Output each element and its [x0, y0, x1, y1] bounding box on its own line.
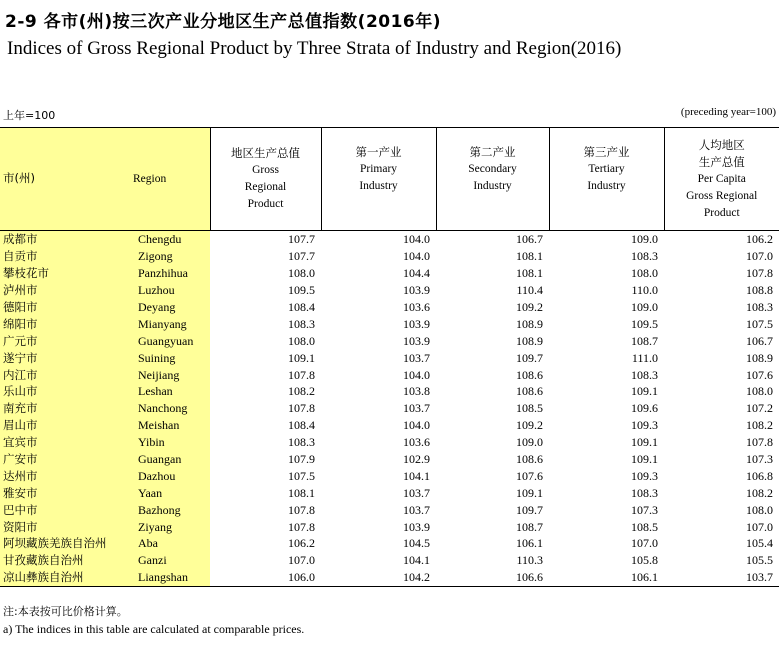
cell-region: Panzhihua: [133, 265, 210, 282]
cell-tertiary: 106.1: [549, 569, 664, 586]
cell-secondary: 108.1: [516, 266, 543, 281]
header-grp: [210, 128, 321, 231]
cell-tertiary: 111.0: [631, 350, 658, 365]
header-tertiary-en-2: Industry: [587, 180, 626, 192]
cell-region: Ziyang: [133, 518, 210, 535]
table-row: [0, 417, 779, 434]
footnote-cn: 注:本表按可比价格计算。: [3, 605, 128, 618]
cell-tertiary: 109.1: [631, 384, 658, 399]
table-row: [0, 484, 779, 501]
table-row: [0, 231, 779, 248]
cell-secondary: 108.6: [516, 384, 543, 399]
cell-percap: 108.9: [746, 350, 773, 365]
cell-percap: 108.0: [746, 502, 773, 517]
header-secondary-en-1: Secondary: [468, 163, 517, 175]
page-title-cn: 2-9 各市(州)按三次产业分地区生产总值指数(2016年): [5, 12, 442, 32]
header-primary-cn: 第一产业: [355, 145, 402, 159]
header-region-label: Region: [133, 172, 167, 185]
cell-region: Neijiang: [133, 366, 210, 383]
table-body: [0, 231, 779, 587]
cell-grp: 106.0: [210, 569, 321, 586]
cell-grp: 108.2: [288, 384, 315, 399]
cell-secondary: 106.6: [436, 569, 549, 586]
header-tertiary: [549, 128, 664, 231]
cell-grp: 108.4: [288, 300, 315, 314]
cell-secondary: 108.6: [516, 452, 543, 467]
cell-percap: 103.7: [664, 569, 779, 586]
cell-primary: 103.8: [403, 384, 430, 399]
cell-grp: 108.3: [288, 435, 315, 450]
cell-region: Luzhou: [133, 282, 210, 299]
cell-city: 内江市: [0, 366, 133, 383]
cell-city: 广安市: [0, 451, 133, 468]
header-secondary-cn: 第二产业: [469, 145, 516, 159]
cell-secondary: 106.7: [516, 232, 543, 247]
cell-percap: 107.3: [746, 452, 773, 467]
cell-tertiary: 108.5: [631, 519, 658, 534]
cell-city: 阿坝藏族羌族自治州: [0, 535, 133, 552]
unit-label-en: (preceding year=100): [680, 106, 776, 118]
cell-region: Zigong: [133, 248, 210, 265]
cell-grp: 107.0: [288, 553, 315, 568]
page-title-en: Indices of Gross Regional Product by Three Strata of Industry and Region(2016): [7, 38, 622, 59]
unit-label: 上年=100: [3, 109, 56, 122]
cell-primary: 104.4: [403, 266, 430, 281]
header-percap-cn-2: 生产总值: [698, 154, 745, 169]
cell-primary: 103.9: [403, 283, 430, 298]
cell-percap: 107.8: [746, 266, 773, 281]
cell-city: 成都市: [0, 231, 133, 248]
cell-primary: 104.0: [403, 249, 430, 264]
cell-secondary: 109.1: [516, 485, 543, 500]
cell-tertiary: 108.0: [631, 266, 658, 281]
cell-city: 宜宾市: [0, 434, 133, 451]
cell-region: Mianyang: [133, 315, 210, 332]
cell-percap: 107.6: [746, 367, 773, 382]
cell-grp: 108.0: [288, 266, 315, 281]
cell-secondary: 109.7: [516, 350, 543, 365]
table-row: [0, 248, 779, 265]
cell-city: 眉山市: [0, 417, 133, 434]
cell-region: Suining: [133, 349, 210, 366]
cell-percap: 106.8: [746, 468, 773, 483]
table-row: [0, 366, 779, 383]
cell-region: Guangan: [133, 451, 210, 468]
cell-region: Dazhou: [133, 467, 210, 484]
cell-percap: 107.0: [746, 249, 773, 264]
cell-region: Leshan: [133, 383, 210, 400]
header-percap-en-1: Per Capita: [697, 172, 746, 185]
cell-percap: 108.8: [746, 283, 773, 298]
table-header-row: [0, 128, 779, 231]
cell-secondary: 108.5: [516, 401, 543, 416]
cell-tertiary: 109.3: [631, 468, 658, 483]
cell-secondary: 110.3: [516, 553, 543, 568]
cell-grp: 107.9: [288, 452, 315, 467]
cell-tertiary: 108.7: [631, 333, 658, 348]
cell-primary: 104.2: [321, 569, 436, 586]
cell-percap: 108.0: [746, 384, 773, 399]
cell-city: 德阳市: [0, 299, 133, 316]
header-secondary-en-2: Industry: [473, 180, 512, 192]
data-table: [0, 127, 779, 587]
cell-tertiary: 108.3: [631, 367, 658, 382]
cell-primary: 104.1: [403, 468, 430, 483]
cell-primary: 104.0: [403, 418, 430, 433]
cell-region: Yibin: [133, 434, 210, 451]
cell-grp: 107.8: [288, 502, 315, 517]
cell-region: Meishan: [133, 417, 210, 434]
cell-grp: 108.1: [288, 485, 315, 500]
cell-primary: 104.0: [403, 232, 430, 247]
cell-region: Guangyuan: [133, 332, 210, 349]
table-row: [0, 265, 779, 282]
header-city: [0, 128, 133, 231]
table-row: [0, 383, 779, 400]
cell-city: 泸州市: [0, 282, 133, 299]
cell-primary: 103.6: [403, 300, 430, 314]
table-row: [0, 315, 779, 332]
cell-grp: 107.8: [288, 367, 315, 382]
cell-grp: 107.5: [288, 468, 315, 483]
table-row: [0, 535, 779, 552]
cell-city: 广元市: [0, 332, 133, 349]
cell-primary: 103.9: [403, 519, 430, 534]
table-row: [0, 332, 779, 349]
cell-tertiary: 105.8: [631, 553, 658, 568]
cell-percap: 107.2: [746, 401, 773, 416]
cell-city: 攀枝花市: [0, 265, 133, 282]
cell-primary: 102.9: [403, 452, 430, 467]
cell-secondary: 108.7: [516, 519, 543, 534]
cell-secondary: 107.6: [516, 468, 543, 483]
cell-region: Aba: [133, 535, 210, 552]
table-row: [0, 569, 779, 586]
header-grp-cn: 地区生产总值: [231, 146, 300, 160]
cell-percap: 107.5: [746, 316, 773, 331]
cell-primary: 103.7: [403, 350, 430, 365]
table-row: [0, 501, 779, 518]
cell-percap: 108.2: [746, 418, 773, 433]
cell-secondary: 108.9: [516, 316, 543, 331]
cell-grp: 108.4: [288, 418, 315, 433]
cell-primary: 104.5: [403, 536, 430, 551]
header-tertiary-cn: 第三产业: [583, 145, 630, 159]
header-percap-en-2: Gross Regional: [686, 189, 758, 202]
cell-primary: 103.7: [403, 502, 430, 517]
cell-tertiary: 109.6: [631, 401, 658, 416]
cell-tertiary: 107.3: [631, 502, 658, 517]
cell-city: 达州市: [0, 467, 133, 484]
cell-primary: 103.7: [403, 485, 430, 500]
cell-city: 遂宁市: [0, 349, 133, 366]
cell-secondary: 106.1: [516, 536, 543, 551]
table-row: [0, 434, 779, 451]
table-row: [0, 518, 779, 535]
cell-city: 巴中市: [0, 501, 133, 518]
cell-secondary: 109.7: [516, 502, 543, 517]
cell-tertiary: 108.3: [631, 485, 658, 500]
cell-grp: 108.3: [288, 316, 315, 331]
cell-region: Deyang: [133, 299, 210, 316]
cell-primary: 104.1: [403, 553, 430, 568]
cell-region: Chengdu: [133, 231, 210, 248]
cell-percap: 105.4: [746, 536, 773, 551]
cell-grp: 108.0: [288, 333, 315, 348]
cell-percap: 107.8: [746, 435, 773, 450]
cell-region: Ganzi: [133, 552, 210, 569]
cell-percap: 105.5: [746, 553, 773, 568]
cell-city: 雅安市: [0, 484, 133, 501]
cell-percap: 108.3: [746, 300, 773, 314]
cell-city: 绵阳市: [0, 315, 133, 332]
footnote-en: a) The indices in this table are calculated at comparable prices.: [3, 622, 305, 636]
header-grp-en-3: Product: [247, 198, 284, 210]
header-grp-en-1: Gross: [252, 164, 279, 176]
cell-city: 凉山彝族自治州: [0, 569, 133, 586]
cell-primary: 103.9: [403, 333, 430, 348]
cell-percap: 108.2: [746, 485, 773, 500]
cell-tertiary: 109.0: [631, 232, 658, 247]
cell-secondary: 109.2: [516, 300, 543, 314]
cell-grp: 109.5: [288, 283, 315, 298]
cell-city: 资阳市: [0, 518, 133, 535]
header-grp-en-2: Regional: [244, 181, 287, 193]
cell-tertiary: 108.3: [631, 249, 658, 264]
cell-tertiary: 109.1: [631, 435, 658, 450]
cell-percap: 107.0: [746, 519, 773, 534]
cell-primary: 103.6: [403, 435, 430, 450]
header-percap-cn-1: 人均地区: [698, 137, 745, 152]
header-tertiary-en-1: Tertiary: [588, 163, 625, 175]
header-city-label: 市(州): [3, 171, 35, 185]
table-row: [0, 282, 779, 299]
cell-region: Nanchong: [133, 400, 210, 417]
cell-tertiary: 110.0: [631, 283, 658, 298]
header-primary: [321, 128, 436, 231]
header-primary-en-1: Primary: [359, 163, 398, 175]
table-row: [0, 467, 779, 484]
cell-primary: 103.7: [403, 401, 430, 416]
header-primary-en-2: Industry: [359, 180, 398, 192]
cell-grp: 106.2: [288, 536, 315, 551]
cell-tertiary: 109.1: [631, 452, 658, 467]
table-row: [0, 299, 779, 316]
cell-secondary: 108.1: [516, 249, 543, 264]
cell-secondary: 109.0: [516, 435, 543, 450]
cell-city: 乐山市: [0, 383, 133, 400]
cell-grp: 109.1: [288, 350, 315, 365]
cell-secondary: 108.6: [516, 367, 543, 382]
cell-secondary: 108.9: [516, 333, 543, 348]
cell-city: 甘孜藏族自治州: [0, 552, 133, 569]
table-row: [0, 400, 779, 417]
header-percap: [664, 128, 779, 231]
cell-region: Liangshan: [133, 569, 210, 586]
cell-city: 自贡市: [0, 248, 133, 265]
cell-primary: 103.9: [403, 316, 430, 331]
cell-secondary: 110.4: [516, 283, 543, 298]
cell-city: 南充市: [0, 400, 133, 417]
cell-region: Yaan: [133, 484, 210, 501]
cell-grp: 107.8: [288, 519, 315, 534]
cell-tertiary: 109.3: [631, 418, 658, 433]
cell-grp: 107.7: [288, 232, 315, 247]
table-row: [0, 451, 779, 468]
table-row: [0, 349, 779, 366]
cell-grp: 107.8: [288, 401, 315, 416]
header-percap-en-3: Product: [703, 206, 740, 219]
header-secondary: [436, 128, 549, 231]
cell-grp: 107.7: [288, 249, 315, 264]
cell-percap: 106.2: [746, 232, 773, 247]
cell-tertiary: 109.0: [631, 300, 658, 314]
table-row: [0, 552, 779, 569]
cell-secondary: 109.2: [516, 418, 543, 433]
cell-region: Bazhong: [133, 501, 210, 518]
cell-primary: 104.0: [403, 367, 430, 382]
header-region: [133, 128, 210, 231]
cell-tertiary: 109.5: [631, 316, 658, 331]
cell-percap: 106.7: [746, 333, 773, 348]
cell-tertiary: 107.0: [631, 536, 658, 551]
